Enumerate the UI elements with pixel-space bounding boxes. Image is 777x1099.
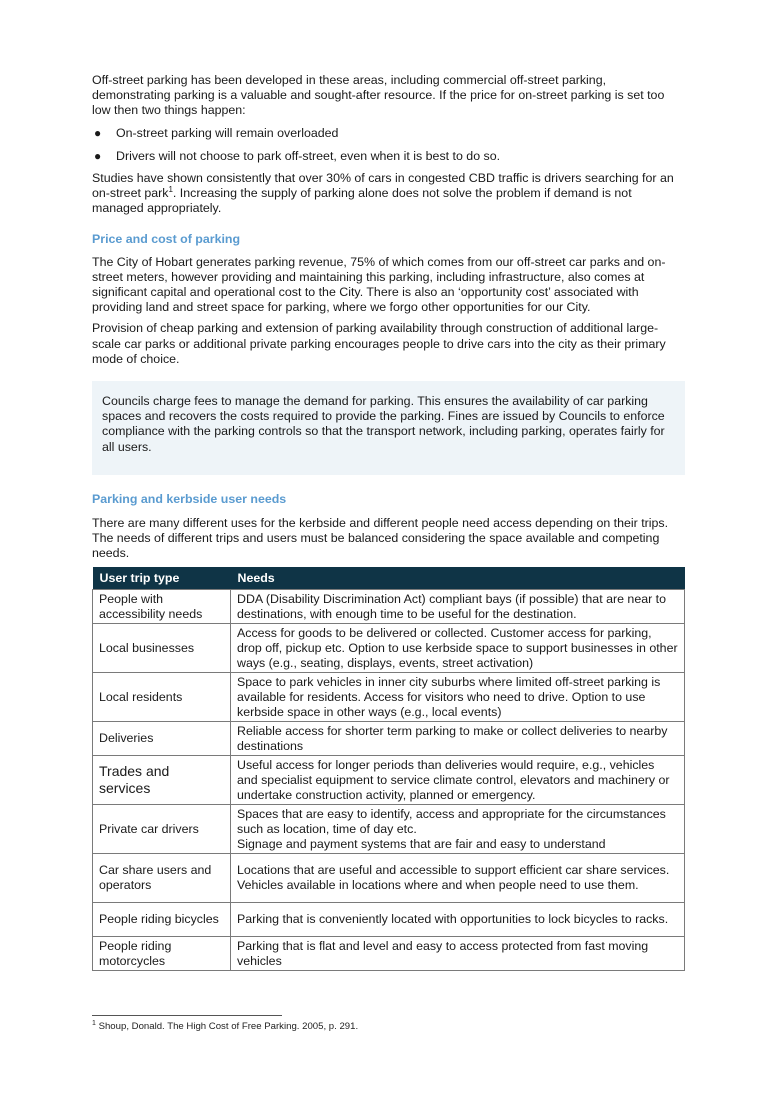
callout-text: Councils charge fees to manage the demand for parking. This ensures the availability of car parking spaces and recovers the costs required to provide the parking. Fines are issued by Councils to enforce compliance with the parking controls so that the transport network, including parking, operates fairly for all users. (102, 394, 665, 454)
cell-needs: DDA (Disability Discrimination Act) compliant bays (if possible) that are near to destinations, with enough time to be useful for the destination. (231, 590, 685, 624)
bullet-item: ● On-street parking will remain overloaded (94, 125, 339, 140)
column-header-user-trip-type: User trip type (93, 567, 231, 590)
table-row (93, 937, 685, 971)
section-heading-needs: Parking and kerbside user needs (92, 491, 287, 506)
table-row (93, 805, 685, 854)
table-row (93, 722, 685, 756)
footnote-separator (92, 1015, 282, 1016)
price-paragraph-2: Provision of cheap parking and extension of parking availability through construction of additional large-scale car parks or additional private parking encourages people to drive cars into the city as their primary mode of choice. (92, 321, 666, 366)
document-page (92, 73, 685, 971)
cell-needs: Useful access for longer periods than deliveries would require, e.g., vehicles and specialist equipment to service climate control, elevators and machinery or undertake construction activity, planned or emergency. (231, 756, 685, 805)
table-row (93, 854, 685, 903)
needs-paragraph: There are many different uses for the kerbside and different people need access depending on their trips. The needs of different trips and users must be balanced considering the space available and competing needs. (92, 515, 669, 561)
cell-needs: Spaces that are easy to identify, access and appropriate for the circumstances such as location, time of day etc. Signage and payment systems that are fair and easy to understand (231, 805, 685, 854)
cell-needs: Parking that is flat and level and easy to access protected from fast moving vehicles (231, 937, 685, 971)
footnote (92, 1021, 358, 1032)
price-paragraph-1: The City of Hobart generates parking revenue, 75% of which comes from our off-street car parks and on-street meters, however providing and maintaining this parking, including infrastructure, also comes at significant capital and operational cost to the City. There is also an ‘opportunity cost’ associated with providing land and street space for parking, where we forgo other opportunities for our City. (92, 254, 666, 315)
cell-needs: Parking that is conveniently located with opportunities to lock bicycles to racks. (231, 903, 685, 937)
cell-user-type: Private car drivers (93, 805, 231, 854)
cell-needs: Access for goods to be delivered or collected. Customer access for parking, drop off, pickup etc. Option to use kerbside space to support businesses in other ways (e.g., seating, displays, events, street activation) (231, 624, 685, 673)
table-row (93, 903, 685, 937)
footnote-text: Shoup, Donald. The High Cost of Free Parking. 2005, p. 291. (95, 1021, 359, 1032)
user-needs-table (92, 567, 685, 971)
cell-needs: Reliable access for shorter term parking to make or collect deliveries to nearby destinations (231, 722, 685, 756)
cell-user-type: People with accessibility needs (93, 590, 231, 624)
cell-user-type: Deliveries (93, 722, 231, 756)
cell-user-type: People riding bicycles (93, 903, 231, 937)
cell-needs: Locations that are useful and accessible to support efficient car share services. Vehicles available in locations where and when people need to use them. (231, 854, 685, 903)
bullet-list (92, 126, 685, 164)
cell-user-type: Local businesses (93, 624, 231, 673)
bullet-marker: ● (94, 148, 102, 163)
bullet-item: ● Drivers will not choose to park off-street, even when it is best to do so. (94, 148, 501, 163)
cell-needs: Space to park vehicles in inner city suburbs where limited off-street parking is available for residents. Access for visitors who need to drive. Option to use kerbside space in other ways (e.g., local events) (231, 673, 685, 722)
cell-user-type: Trades and services (93, 756, 231, 805)
intro-paragraph: Off-street parking has been developed in these areas, including commercial off-street parking, demonstrating parking is a valuable and sought-after resource. If the price for on-street parking is set too low then two things happen: (92, 73, 665, 118)
cell-user-type: Local residents (93, 673, 231, 722)
bullet-marker: ● (94, 125, 102, 140)
footnote-ref[interactable]: 1 (168, 185, 173, 195)
cell-user-type: People riding motorcycles (93, 937, 231, 971)
studies-paragraph: Studies have shown consistently that over 30% of cars in congested CBD traffic is drivers searching for an on-street park$^1$. Increasing the supply of parking alone does not solve the problem if demand is not managed appropriately. (92, 171, 674, 216)
callout-box (92, 381, 685, 475)
table-header-row (93, 567, 685, 590)
table-row (93, 756, 685, 805)
section-heading-price: Price and cost of parking (92, 231, 241, 246)
footnote-number: 1 (92, 1019, 96, 1027)
table-row (93, 673, 685, 722)
column-header-needs: Needs (231, 567, 685, 590)
table-row (93, 624, 685, 673)
table-row (93, 590, 685, 624)
cell-user-type: Car share users and operators (93, 854, 231, 903)
